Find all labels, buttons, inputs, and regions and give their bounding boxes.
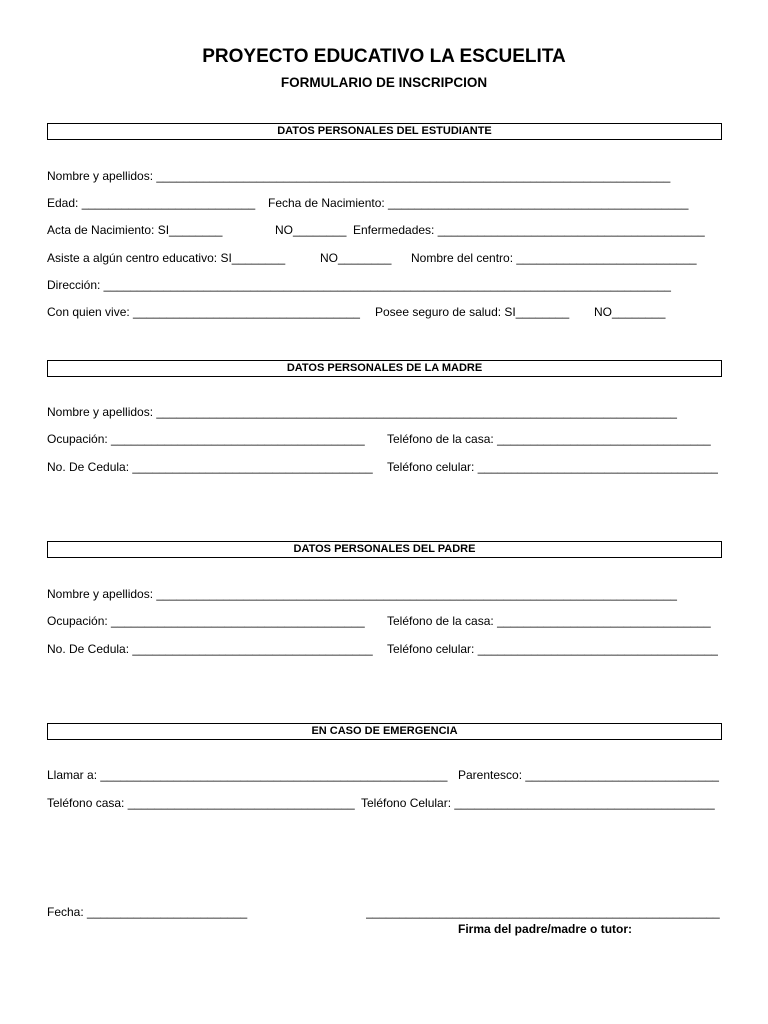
mother-section-heading: DATOS PERSONALES DE LA MADRE [47,360,722,377]
date-field[interactable]: Fecha: ________________________ [47,905,248,919]
mother-occupation-field[interactable]: Ocupación: ______________________________________ [47,432,365,446]
lives-with-field[interactable]: Con quien vive: __________________________________ [47,305,360,319]
emergency-relationship-field[interactable]: Parentesco: _____________________________ [458,768,719,782]
attends-center-no-field[interactable]: NO________ [320,251,392,265]
signature-caption: Firma del padre/madre o tutor: [458,922,633,936]
birth-cert-no-field[interactable]: NO________ [275,223,347,237]
father-name-field[interactable]: Nombre y apellidos: ______________________________________________________________________________ [47,587,677,601]
father-id-field[interactable]: No. De Cedula: ____________________________________ [47,642,373,656]
insurance-si-field[interactable]: Posee seguro de salud: SI________ [375,305,570,319]
student-section-heading: DATOS PERSONALES DEL ESTUDIANTE [47,123,722,140]
page-subtitle: FORMULARIO DE INSCRIPCION [280,75,488,90]
student-name-field[interactable]: Nombre y apellidos: _____________________________________________________________________________ [47,169,671,183]
father-section-heading: DATOS PERSONALES DEL PADRE [47,541,722,558]
insurance-no-field[interactable]: NO________ [594,305,666,319]
mother-home-phone-field[interactable]: Teléfono de la casa: ________________________________ [387,432,711,446]
center-name-field[interactable]: Nombre del centro: ___________________________ [411,251,697,265]
mother-id-field[interactable]: No. De Cedula: ____________________________________ [47,460,373,474]
page-title: PROYECTO EDUCATIVO LA ESCUELITA [202,46,566,67]
student-age-field[interactable]: Edad: __________________________ [47,196,256,210]
address-field[interactable]: Dirección: _____________________________________________________________________________________ [47,278,671,292]
father-cell-phone-field[interactable]: Teléfono celular: ____________________________________ [387,642,718,656]
mother-name-field[interactable]: Nombre y apellidos: ______________________________________________________________________________ [47,405,677,419]
attends-center-si-field[interactable]: Asiste a algún centro educativo: SI________ [47,251,286,265]
mother-cell-phone-field[interactable]: Teléfono celular: ____________________________________ [387,460,718,474]
signature-line[interactable]: _____________________________________________________ [366,905,720,919]
emergency-call-field[interactable]: Llamar a: ____________________________________________________ [47,768,448,782]
father-home-phone-field[interactable]: Teléfono de la casa: ________________________________ [387,614,711,628]
illnesses-field[interactable]: Enfermedades: ________________________________________ [353,223,705,237]
emergency-home-phone-field[interactable]: Teléfono casa: __________________________________ [47,796,355,810]
emergency-section-heading: EN CASO DE EMERGENCIA [47,723,722,740]
emergency-cell-phone-field[interactable]: Teléfono Celular: _______________________________________ [361,796,715,810]
student-birth-date-field[interactable]: Fecha de Nacimiento: _____________________________________________ [268,196,689,210]
birth-cert-si-field[interactable]: Acta de Nacimiento: SI________ [47,223,223,237]
father-occupation-field[interactable]: Ocupación: ______________________________________ [47,614,365,628]
